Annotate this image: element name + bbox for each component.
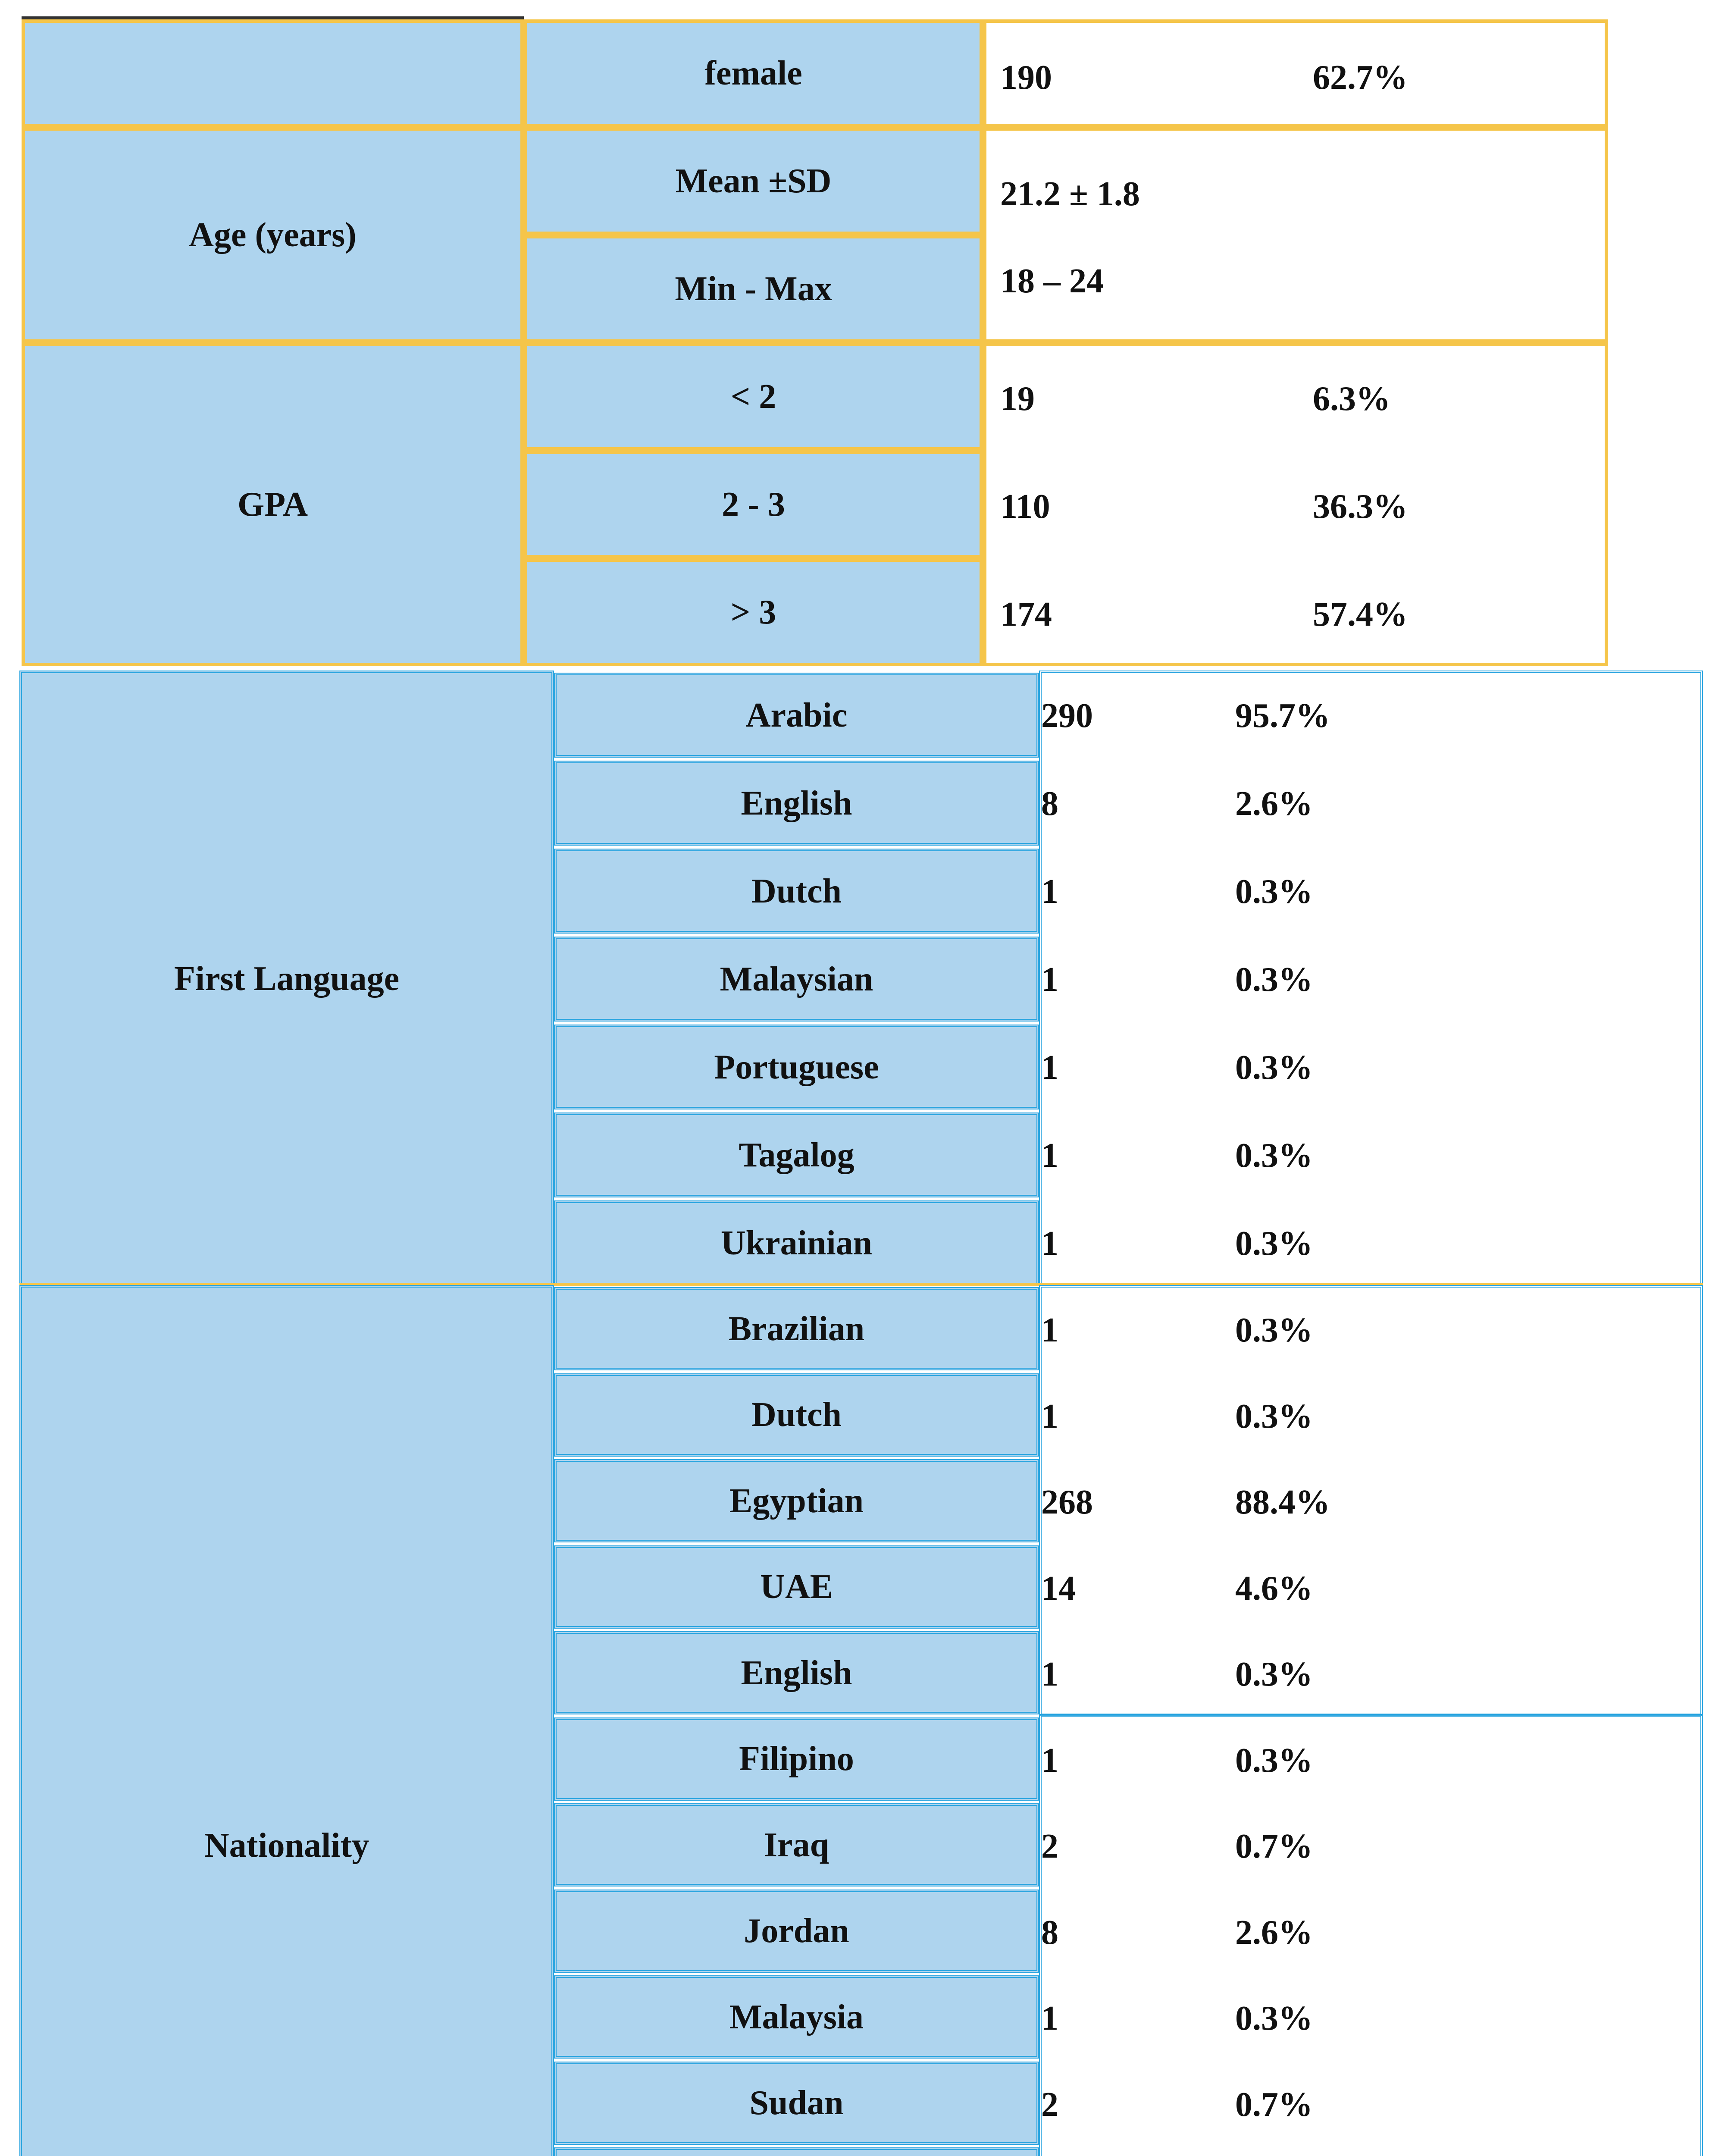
- sub-cell: [524, 235, 983, 343]
- count-value: 1: [1041, 1999, 1058, 2037]
- sub-label: Jordan: [744, 1912, 849, 1950]
- sub-cell: [524, 558, 983, 666]
- percent-value: 0.3%: [1235, 1397, 1313, 1435]
- sub-label: Egyptian: [729, 1482, 864, 1520]
- sub-cell: [554, 849, 1039, 934]
- sub-label: Dutch: [751, 1396, 842, 1434]
- count-value: 2: [1041, 2085, 1058, 2124]
- percent-value: 0.3%: [1235, 1137, 1313, 1175]
- sub-cell: [554, 1459, 1039, 1542]
- group-cell-gpa: [22, 343, 524, 666]
- sub-cell: [524, 451, 983, 558]
- sub-cell: [554, 2147, 1039, 2156]
- count-value: 1: [1041, 1397, 1058, 1435]
- sub-label: > 3: [730, 593, 776, 631]
- sub-cell: [554, 673, 1039, 758]
- percent-value: 6.3%: [1313, 380, 1390, 418]
- sub-label: Malaysia: [729, 1998, 864, 2036]
- percent-value: 0.7%: [1235, 2085, 1313, 2124]
- percent-value: 62.7%: [1313, 59, 1408, 97]
- group-label: Age (years): [189, 216, 357, 254]
- percent-value: 2.6%: [1235, 1913, 1313, 1952]
- count-value: 1: [1041, 1741, 1058, 1780]
- value-cell: [1039, 671, 1703, 1286]
- percent-value: 0.3%: [1235, 961, 1313, 999]
- sub-cell: [554, 761, 1039, 846]
- sub-cell: [554, 1200, 1039, 1285]
- sub-cell: [554, 1803, 1039, 1887]
- sub-label: 2 - 3: [722, 486, 785, 523]
- sub-cell: [554, 1373, 1039, 1457]
- sub-label: female: [704, 54, 802, 92]
- count-value: 190: [1000, 59, 1052, 97]
- count-value: 174: [1000, 595, 1052, 633]
- group-label: GPA: [238, 486, 308, 523]
- sub-label: Filipino: [739, 1740, 854, 1778]
- percent-value: 0.3%: [1235, 1655, 1313, 1693]
- sub-label: Iraq: [764, 1826, 830, 1864]
- group-cell-sex: [22, 19, 524, 127]
- sub-label: < 2: [730, 378, 776, 416]
- count-value: 8: [1041, 1913, 1058, 1952]
- count-value: 1: [1041, 1655, 1058, 1693]
- group-label: Nationality: [204, 1827, 369, 1865]
- sub-label: Portuguese: [714, 1048, 879, 1086]
- group-cell-age: [22, 127, 524, 343]
- sub-label: English: [741, 784, 852, 822]
- sub-label: Tagalog: [739, 1136, 855, 1174]
- percent-value: 0.3%: [1235, 1225, 1313, 1263]
- count-value: 14: [1041, 1569, 1076, 1608]
- value-cell: [983, 343, 1608, 666]
- group-cell-first-language: [19, 671, 554, 1287]
- percent-value: 0.3%: [1235, 873, 1313, 911]
- percent-value: 0.3%: [1235, 1741, 1313, 1780]
- sub-label: Arabic: [745, 696, 848, 734]
- sub-label: Dutch: [751, 872, 842, 910]
- count-value: 1: [1041, 1137, 1058, 1175]
- count-value: 1: [1041, 1225, 1058, 1263]
- sub-label: Sudan: [749, 2084, 844, 2122]
- percent-value: 95.7%: [1235, 697, 1330, 735]
- count-value: 268: [1041, 1483, 1093, 1521]
- sub-label: Ukrainian: [720, 1224, 873, 1262]
- value-cell: [983, 127, 1608, 343]
- value-cell: [1039, 1285, 1703, 1716]
- percent-value: 57.4%: [1313, 595, 1408, 633]
- sub-cell: [554, 937, 1039, 1022]
- percent-value: 0.3%: [1235, 1311, 1313, 1349]
- count-value: 19: [1000, 380, 1035, 418]
- sub-cell: [554, 1631, 1039, 1714]
- percent-value: 36.3%: [1313, 488, 1408, 526]
- group-label: First Language: [174, 960, 400, 998]
- count-value: 1: [1041, 1049, 1058, 1087]
- value-cell: [983, 19, 1608, 127]
- count-value: 2: [1041, 1827, 1058, 1865]
- sub-cell: [554, 1025, 1039, 1109]
- sub-label: English: [741, 1654, 852, 1692]
- sub-cell: [554, 1890, 1039, 1973]
- sub-label: Mean ±SD: [675, 162, 832, 200]
- percent-value: 88.4%: [1235, 1483, 1330, 1521]
- count-value: 1: [1041, 1311, 1058, 1349]
- sub-label: Malaysian: [720, 960, 873, 998]
- sub-cell: [554, 1545, 1039, 1629]
- percent-value: 0.3%: [1235, 1999, 1313, 2037]
- sub-cell: [554, 1287, 1039, 1370]
- percent-value: 0.3%: [1235, 1049, 1313, 1087]
- percent-value: 0.7%: [1235, 1827, 1313, 1865]
- sub-label: UAE: [760, 1568, 833, 1606]
- sub-cell: [554, 1975, 1039, 2059]
- sub-cell: [554, 2062, 1039, 2145]
- sub-label: Brazilian: [728, 1310, 865, 1348]
- min-max-value: 18 – 24: [1000, 262, 1104, 300]
- count-value: 290: [1041, 697, 1093, 735]
- percent-value: 4.6%: [1235, 1569, 1313, 1608]
- sub-cell: [554, 1112, 1039, 1197]
- count-value: 1: [1041, 873, 1058, 911]
- sub-cell: [524, 127, 983, 235]
- mean-sd-value: 21.2 ± 1.8: [1000, 175, 1140, 213]
- sub-cell: [524, 343, 983, 451]
- sub-label: Min - Max: [675, 270, 832, 308]
- count-value: 8: [1041, 785, 1058, 823]
- count-value: 1: [1041, 961, 1058, 999]
- percent-value: 2.6%: [1235, 785, 1313, 823]
- count-value: 110: [1000, 488, 1050, 526]
- value-cell: [1039, 1714, 1703, 2156]
- sub-cell: [554, 1717, 1039, 1801]
- sub-cell: [524, 19, 983, 127]
- group-cell-nationality: [19, 1285, 554, 2156]
